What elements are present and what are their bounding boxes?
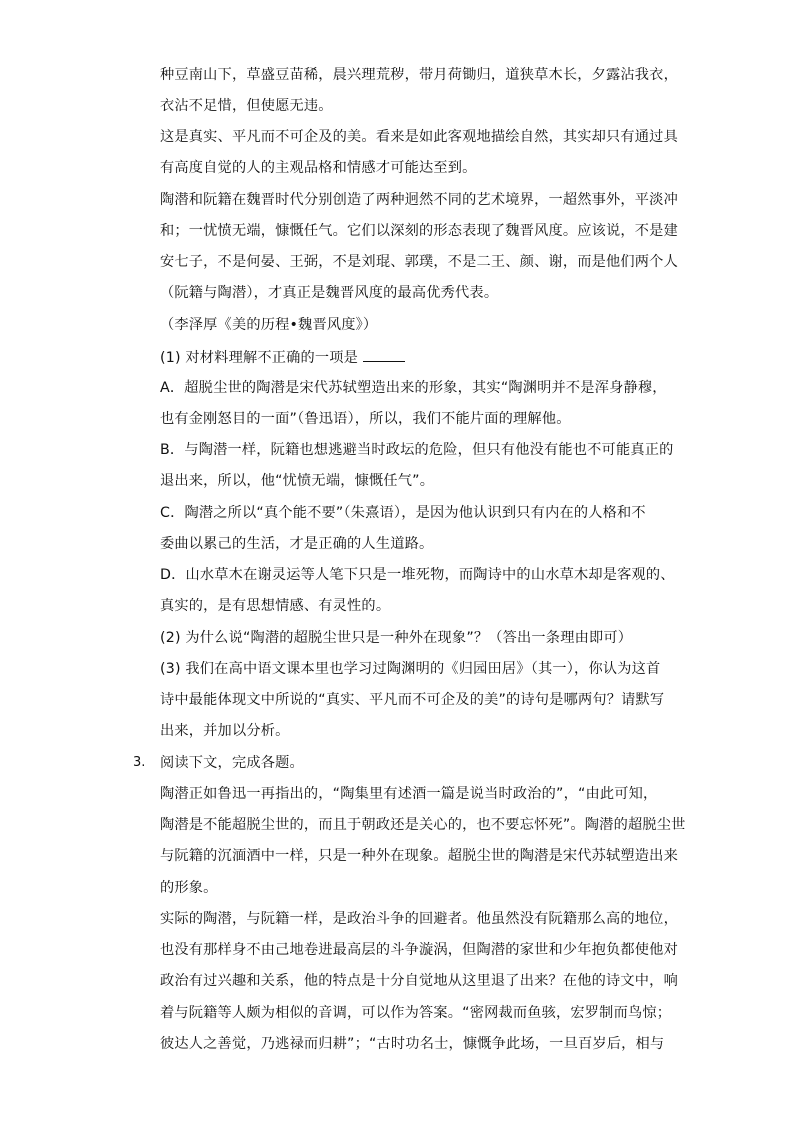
question-number: 3. bbox=[133, 755, 146, 770]
passage-line: 着与阮籍等人颇为相似的音调，可以作为答案。“密网裁而鱼骇，宏罗制而鸟惊； bbox=[160, 1005, 672, 1021]
option-b: 退出来，所以，他“忧愤无端，慷慨任气”。 bbox=[160, 473, 435, 489]
passage-line: 实际的陶潜，与阮籍一样，是政治斗争的回避者。他虽然没有阮籍那么高的地位， bbox=[160, 911, 678, 927]
paragraph-line: （阮籍与陶潜），才真正是魏晋风度的最高优秀代表。 bbox=[160, 285, 499, 301]
poem-line: 衣沾不足惜，但使愿无违。 bbox=[160, 98, 333, 114]
poem-line: 种豆南山下，草盛豆苗稀，晨兴理荒秽，带月荷锄归，道狭草木长，夕露沾我衣， bbox=[160, 67, 678, 83]
paragraph-line: 这是真实、平凡而不可企及的美。看来是如此客观地描绘自然，其实却只有通过具 bbox=[160, 129, 678, 145]
source-citation: （李泽厚《美的历程•魏晋风度》） bbox=[160, 317, 378, 333]
section-instruction: 阅读下文，完成各题。 bbox=[160, 755, 304, 771]
passage-line: 与阮籍的沉湎酒中一样，只是一种外在现象。超脱尘世的陶潜是宋代苏轼塑造出来 bbox=[160, 848, 678, 864]
option-b: B．与陶潜一样，阮籍也想逃避当时政坛的危险，但只有他没有能也不可能真正的 bbox=[160, 442, 674, 458]
option-a: A．超脱尘世的陶潜是宋代苏轼塑造出来的形象，其实“陶渊明并不是浑身静穆， bbox=[160, 380, 667, 396]
passage-line: 彼达人之善觉，乃逃禄而归耕”；“古时功名士，慷慨争此场，一旦百岁后，相与 bbox=[160, 1036, 665, 1052]
paragraph-line: 有高度自觉的人的主观品格和情感才可能达至到。 bbox=[160, 160, 477, 176]
passage-line: 政治有过兴趣和关系，他的特点是十分自觉地从这里退了出来？在他的诗文中，响 bbox=[160, 973, 678, 989]
answer-blank bbox=[363, 347, 405, 362]
passage-line: 陶潜正如鲁迅一再指出的，“陶集里有述酒一篇是说当时政治的”，“由此可知， bbox=[160, 786, 658, 802]
question-2: (2) 为什么说“陶潜的超脱尘世只是一种外在现象”？（答出一条理由即可） bbox=[160, 630, 633, 646]
question-1 bbox=[160, 347, 405, 367]
option-d: 真实的，是有思想情感、有灵性的。 bbox=[160, 598, 391, 614]
passage-line: 陶潜是不能超脱尘世的，而且于朝政还是关心的，也不要忘怀死”。陶潜的超脱尘世 bbox=[160, 817, 686, 833]
question-3: 出来，并加以分析。 bbox=[160, 723, 290, 739]
passage-line: 的形象。 bbox=[160, 880, 218, 896]
passage-line: 也没有那样身不由己地卷进最高层的斗争漩涡，但陶潜的家世和少年抱负都使他对 bbox=[160, 942, 678, 958]
option-a: 也有金刚怒目的一面”（鲁迅语），所以，我们不能片面的理解他。 bbox=[160, 411, 571, 427]
paragraph-line: 和；一忧愤无端，慷慨任气。它们以深刻的形态表现了魏晋风度。应该说，不是建 bbox=[160, 223, 678, 239]
question-3: (3) 我们在高中语文课本里也学习过陶渊明的《归园田居》（其一），你认为这首 bbox=[160, 661, 661, 677]
option-c: 委曲以累己的生活，才是正确的人生道路。 bbox=[160, 536, 434, 552]
option-d: D．山水草木在谢灵运等人笔下只是一堆死物，而陶诗中的山水草木却是客观的、 bbox=[160, 567, 675, 583]
question-1-stem: (1) 对材料理解不正确的一项是 bbox=[160, 350, 359, 366]
option-c: C．陶潜之所以“真个能不要”（朱熹语），是因为他认识到只有内在的人格和不 bbox=[160, 505, 646, 521]
paragraph-line: 陶潜和阮籍在魏晋时代分别创造了两种迥然不同的艺术境界，一超然事外，平淡冲 bbox=[160, 192, 678, 208]
question-3: 诗中最能体现文中所说的“真实、平凡而不可企及的美”的诗句是哪两句？请默写 bbox=[160, 692, 665, 708]
paragraph-line: 安七子，不是何晏、王弼，不是刘琨、郭璞，不是二王、颜、谢，而是他们两个人 bbox=[160, 254, 678, 270]
